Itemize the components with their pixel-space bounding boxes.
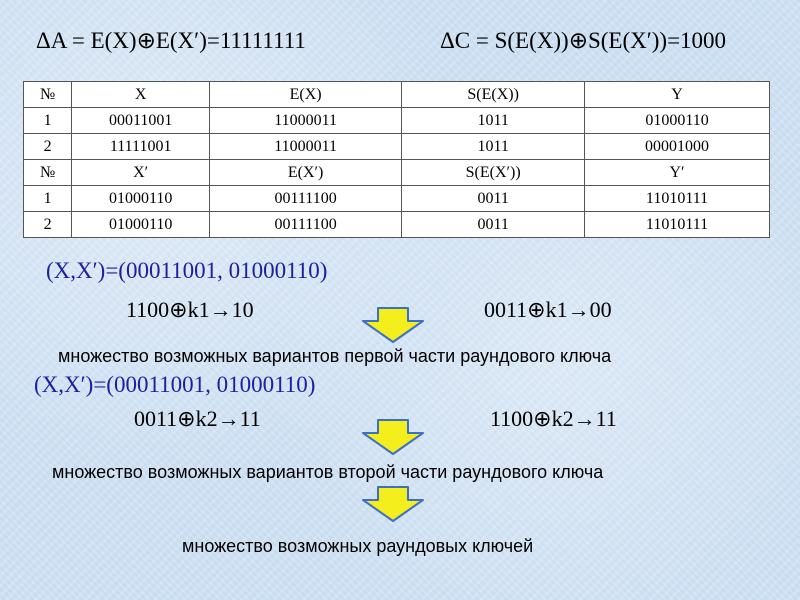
table-header-cell: № xyxy=(24,160,72,186)
table-cell: 00111100 xyxy=(209,186,401,212)
table-cell: 01000110 xyxy=(72,212,210,238)
table-cell: 0011 xyxy=(402,186,585,212)
table-header-cell: S(E(X)) xyxy=(402,82,585,108)
table-row xyxy=(24,108,770,134)
table-cell: 01000110 xyxy=(585,108,770,134)
formula-delta-c: ΔC = S(E(X))⊕S(E(X′))=1000 xyxy=(440,28,727,53)
caption-second-key-part: множество возможных вариантов второй части раундового ключа xyxy=(52,462,604,482)
table-row xyxy=(24,212,770,238)
table-header-cell: Y′ xyxy=(585,160,770,186)
table-header-row xyxy=(24,82,770,108)
table-row xyxy=(24,134,770,160)
table-header-cell: X′ xyxy=(72,160,210,186)
key-equation-2-left: 0011⊕k2→11 xyxy=(134,406,261,431)
table-header-cell: E(X) xyxy=(209,82,401,108)
input-pair-2: (X,X′)=(00011001, 01000110) xyxy=(34,372,316,397)
table-header-cell: S(E(X′)) xyxy=(402,160,585,186)
key-equation-2-right: 1100⊕k2→11 xyxy=(490,406,617,431)
table-header-cell: № xyxy=(24,82,72,108)
table-cell: 00111100 xyxy=(209,212,401,238)
down-arrow-icon xyxy=(360,418,426,456)
table-cell: 1 xyxy=(24,108,72,134)
table-cell: 11111001 xyxy=(72,134,210,160)
table-header-cell: X xyxy=(72,82,210,108)
table-cell: 11010111 xyxy=(585,186,770,212)
table-cell: 11000011 xyxy=(209,134,401,160)
down-arrow-icon xyxy=(360,485,426,523)
input-pair-1: (X,X′)=(00011001, 01000110) xyxy=(46,258,328,283)
difference-table xyxy=(23,81,770,238)
table-row xyxy=(24,186,770,212)
table-header-row xyxy=(24,160,770,186)
table-cell: 11010111 xyxy=(585,212,770,238)
key-equation-1-left: 1100⊕k1→10 xyxy=(126,297,254,322)
table-cell: 11000011 xyxy=(209,108,401,134)
table-cell: 01000110 xyxy=(72,186,210,212)
table-cell: 00001000 xyxy=(585,134,770,160)
formula-delta-a: ΔA = E(X)⊕E(X′)=11111111 xyxy=(36,28,306,53)
table-cell: 00011001 xyxy=(72,108,210,134)
table-header-cell: E(X′) xyxy=(209,160,401,186)
table-cell: 2 xyxy=(24,212,72,238)
caption-round-keys: множество возможных раундовых ключей xyxy=(182,536,534,556)
table-cell: 1011 xyxy=(402,108,585,134)
caption-first-key-part: множество возможных вариантов первой части раундового ключа xyxy=(58,346,612,366)
table-header-cell: Y xyxy=(585,82,770,108)
table-cell: 0011 xyxy=(402,212,585,238)
table-cell: 1011 xyxy=(402,134,585,160)
key-equation-1-right: 0011⊕k1→00 xyxy=(484,297,612,322)
table-cell: 1 xyxy=(24,186,72,212)
down-arrow-icon xyxy=(360,306,426,344)
table-cell: 2 xyxy=(24,134,72,160)
